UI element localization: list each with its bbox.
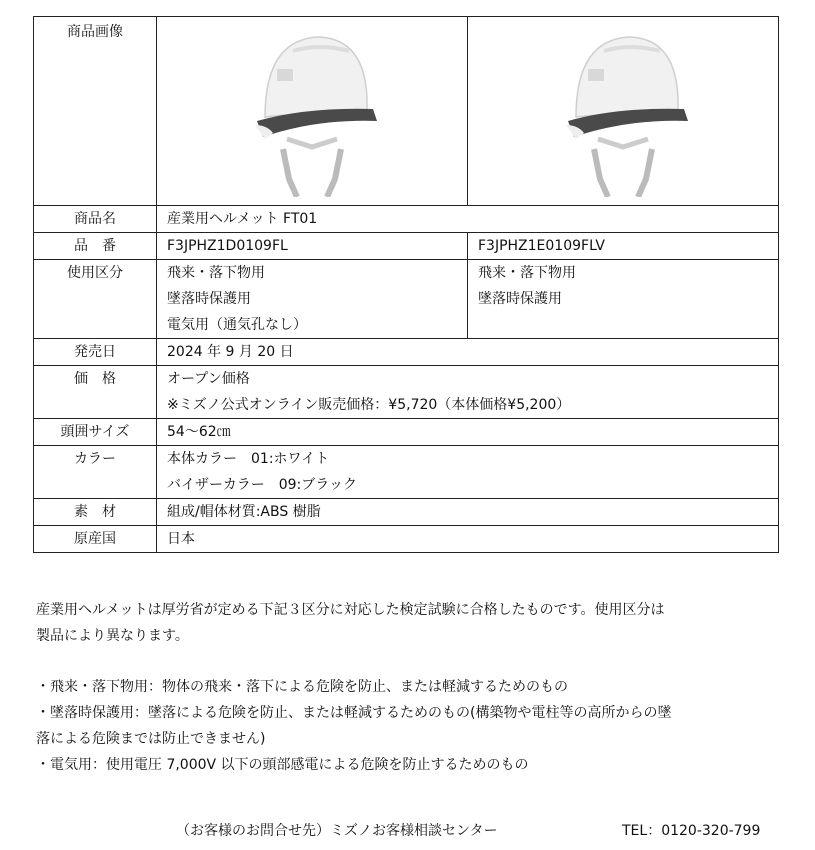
usage-item: 墜落時保護用 xyxy=(478,291,562,307)
row-price xyxy=(34,366,779,419)
row-model xyxy=(34,233,779,260)
price-line: ※ミズノ公式オンライン販売価格：¥5,720（本体価格¥5,200） xyxy=(167,397,571,413)
usage-item: 墜落時保護用 xyxy=(167,291,251,307)
price-value xyxy=(157,366,779,419)
row-name xyxy=(34,206,779,233)
model-value-1: F3JPHZ1D0109FL xyxy=(157,233,468,260)
image-label: 商品画像 xyxy=(34,17,157,206)
name-label: 商品名 xyxy=(34,206,157,233)
release-value: 2024 年 9 月 20 日 xyxy=(157,339,779,366)
bullet-line: ・墜落時保護用：墜落による危険を防止、または軽減するためのもの(構築物や電柱等の高所からの墜 xyxy=(36,705,672,721)
notes xyxy=(36,597,796,778)
row-color xyxy=(34,446,779,499)
bullet-line: ・電気用：使用電圧 7,000V 以下の頭部感電による危険を防止するためのもの xyxy=(36,757,529,773)
usage-item: 飛来・落下物用 xyxy=(167,265,265,281)
helmet-icon xyxy=(237,29,387,197)
usage-right xyxy=(468,260,779,339)
usage-left xyxy=(157,260,468,339)
helmet-icon xyxy=(548,29,698,197)
size-value: 54～62㎝ xyxy=(157,419,779,446)
helmet-image-2 xyxy=(468,17,779,206)
origin-label: 原産国 xyxy=(34,526,157,553)
helmet-image-1 xyxy=(157,17,468,206)
bullet-line: ・飛来・落下物用：物体の飛来・落下による危険を防止、または軽減するためのもの xyxy=(36,679,568,695)
row-size xyxy=(34,419,779,446)
row-origin xyxy=(34,526,779,553)
model-label: 品 番 xyxy=(34,233,157,260)
model-value-2: F3JPHZ1E0109FLV xyxy=(468,233,779,260)
row-release xyxy=(34,339,779,366)
intro-line: 製品により異なります。 xyxy=(36,628,189,644)
color-value xyxy=(157,446,779,499)
color-line: 本体カラー 01:ホワイト xyxy=(167,451,330,467)
size-label: 頭囲サイズ xyxy=(34,419,157,446)
contact-tel: TEL：0120-320-799 xyxy=(622,823,761,839)
row-usage xyxy=(34,260,779,339)
intro-line: 産業用ヘルメットは厚労省が定める下記３区分に対応した検定試験に合格したものです。使用区分は xyxy=(36,602,665,618)
spec-table xyxy=(33,16,779,553)
name-value: 産業用ヘルメット FT01 xyxy=(157,206,779,233)
row-image xyxy=(34,17,779,206)
price-label: 価 格 xyxy=(34,366,157,419)
usage-item: 飛来・落下物用 xyxy=(478,265,576,281)
price-line: オープン価格 xyxy=(167,371,250,387)
contact-label: （お客様のお問合せ先）ミズノお客様相談センター xyxy=(176,823,498,839)
bullet-line: 落による危険までは防止できません) xyxy=(36,731,266,747)
material-value: 組成/帽体材質:ABS 樹脂 xyxy=(157,499,779,526)
row-material xyxy=(34,499,779,526)
usage-label: 使用区分 xyxy=(34,260,157,339)
release-label: 発売日 xyxy=(34,339,157,366)
origin-value: 日本 xyxy=(157,526,779,553)
color-label: カラー xyxy=(34,446,157,499)
color-line: バイザーカラー 09:ブラック xyxy=(167,477,357,493)
usage-item: 電気用（通気孔なし） xyxy=(167,317,307,333)
material-label: 素 材 xyxy=(34,499,157,526)
